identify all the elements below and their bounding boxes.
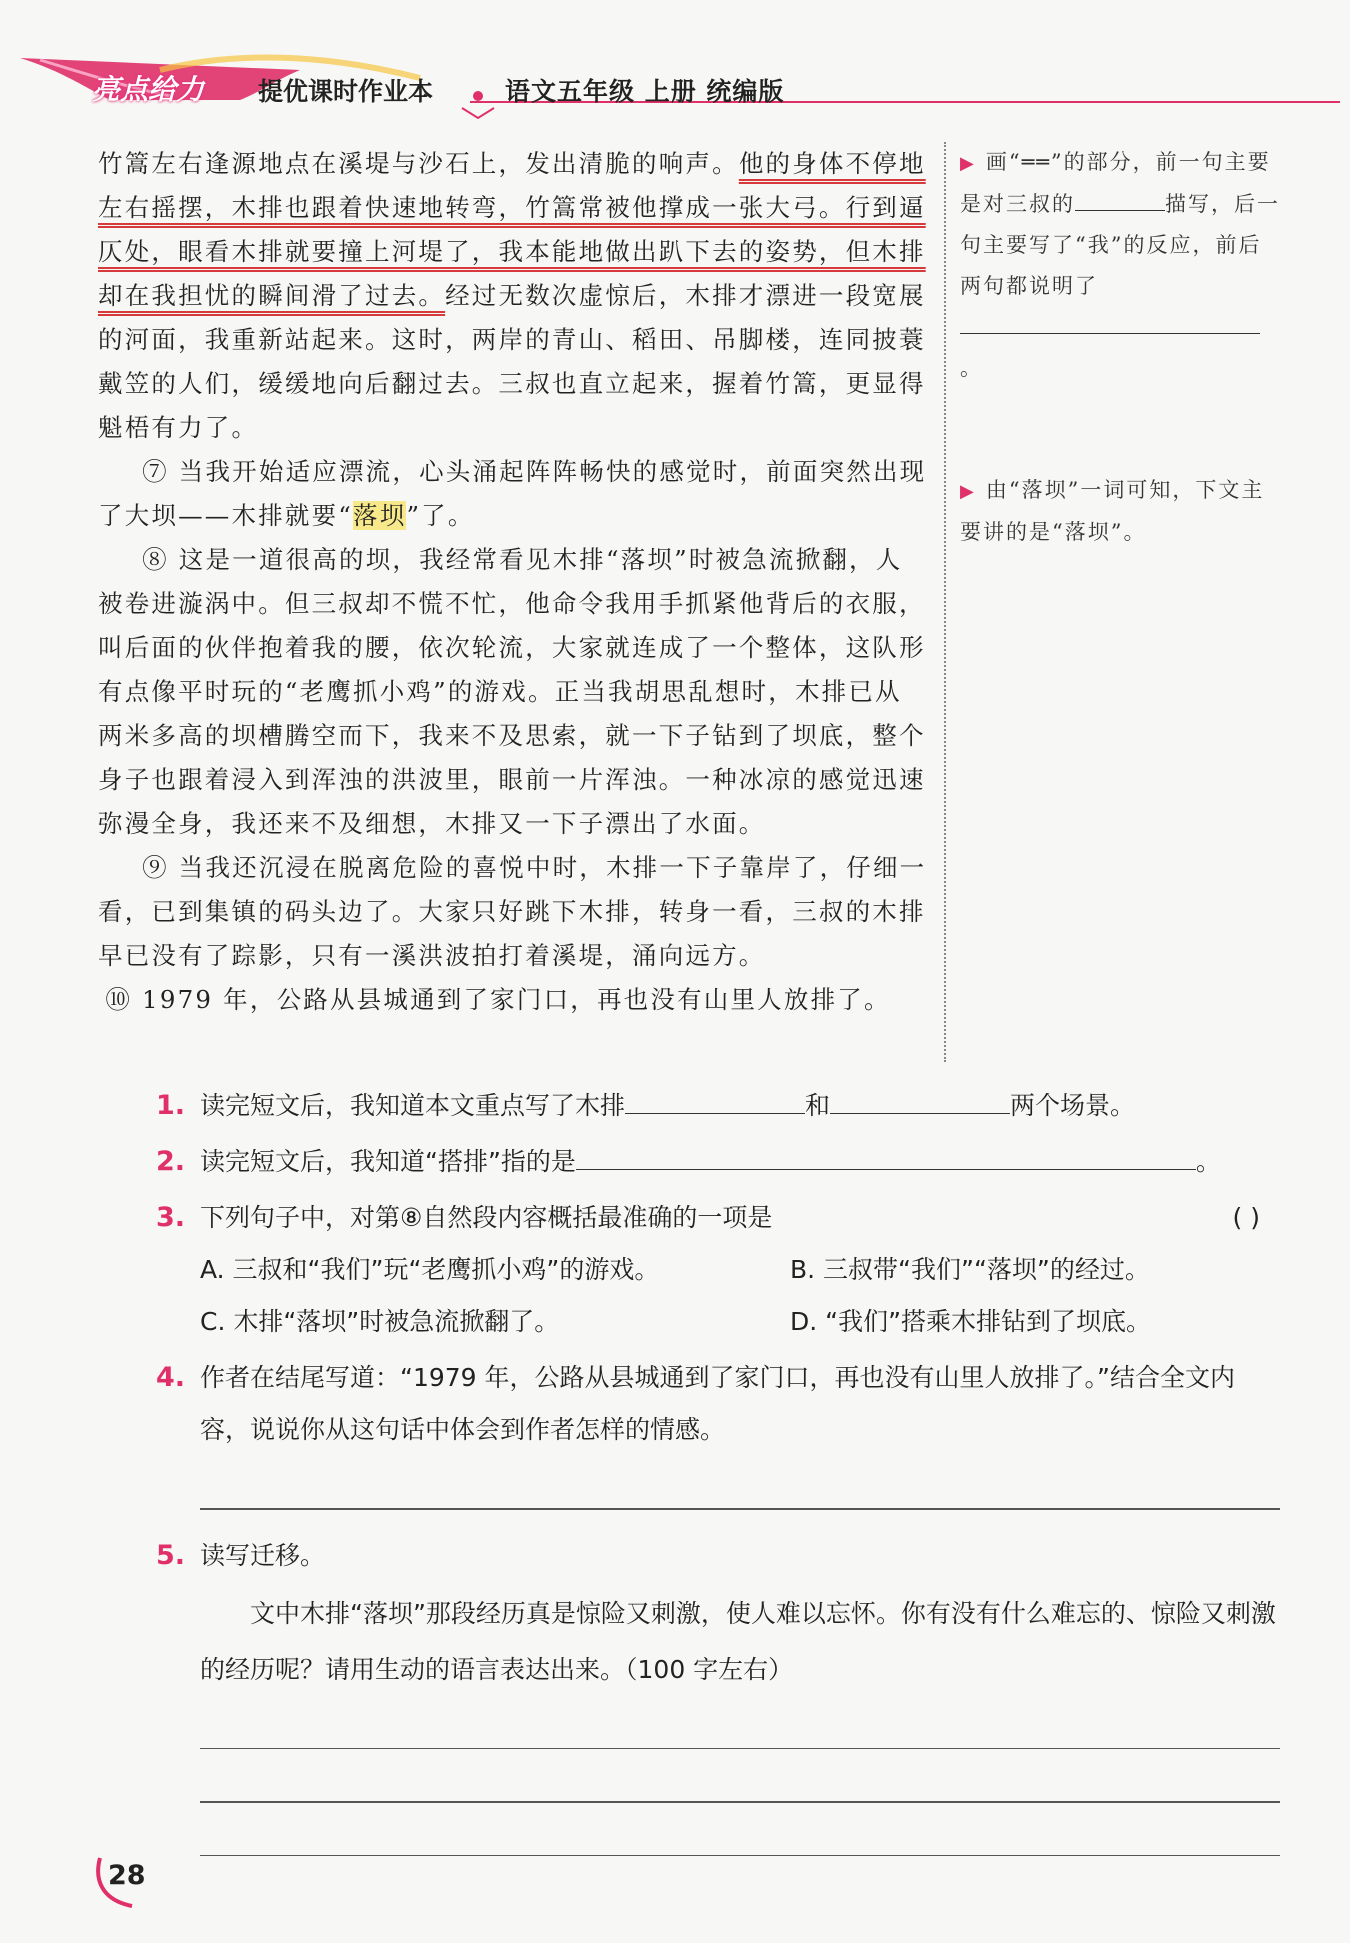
passage-text: ⑦ 当我开始适应漂流，心头涌起阵阵畅快的感觉时，前面突然出现了大坝——木排就要“ [98, 457, 927, 530]
options-list [200, 1244, 1280, 1348]
answer-line[interactable] [200, 1855, 1280, 1857]
answer-blank[interactable] [576, 1143, 1196, 1170]
option-b[interactable]: B. 三叔带“我们”“落坝”的经过。 [790, 1255, 1150, 1284]
question-text: 。 [1195, 1147, 1221, 1176]
highlighted-word: 落坝 [353, 501, 407, 530]
question-text: 文中木排“落坝”那段经历真是惊险又刺激，使人难以忘怀。你有没有什么难忘的、惊险又刺激的经历呢？请用生动的语言表达出来。（100 字左右） [200, 1598, 1276, 1684]
question-4 [150, 1352, 1280, 1456]
question-number: 5. [156, 1539, 186, 1571]
answer-line[interactable] [200, 1508, 1280, 1510]
question-text: 读完短文后，我知道“搭排”指的是 [200, 1147, 576, 1176]
triangle-bullet-icon: ▶ [960, 481, 976, 502]
margin-divider [944, 142, 946, 1062]
option-c[interactable]: C. 木排“落坝”时被急流掀翻了。 [200, 1307, 560, 1336]
side-note-1 [960, 142, 1280, 389]
answer-line[interactable] [200, 1801, 1280, 1803]
reading-passage [98, 142, 928, 1022]
paragraph-6 [98, 142, 928, 450]
side-note-2 [960, 470, 1280, 553]
triangle-bullet-icon: ▶ [960, 153, 976, 174]
series-title: 提优课时作业本 [258, 77, 434, 106]
paragraph-9: ⑨ 当我还沉浸在脱离危险的喜悦中时，木排一下子靠岸了，仔细一看，已到集镇的码头边了。大家只好跳下木排，转身一看，三叔的木排早已没有了踪影，只有一溪洪波拍打着溪堤，涌向远方。 [98, 853, 927, 970]
question-section [150, 1080, 1280, 1856]
passage-text: 竹篙左右逢源地点在溪堤与沙石上，发出清脆的响声。 [98, 149, 739, 178]
question-number: 2. [156, 1146, 186, 1177]
answer-blank[interactable] [625, 1087, 805, 1114]
side-note-text: 由“落坝”一词可知，下文主要讲的是“落坝”。 [960, 478, 1265, 544]
paragraph-8: ⑧ 这是一道很高的坝，我经常看见木排“落坝”时被急流掀翻，人被卷进漩涡中。但三叔却不慌不忙，他命令我用手抓紧他背后的衣服，叫后面的伙伴抱着我的腰，依次轮流，大家就连成了一个整体，这队形有点像平时玩的“老鹰抓小鸡”的游戏。正当我胡思乱想时，木排已从两米多高的坝槽腾空而下，我来不及思索，就一下子钻到了坝底，整个身子也跟着浸入到浑浊的洪波里，眼前一片浑浊。一种冰凉的感觉迅速弥漫全身，我还来不及细想，木排又一下子漂出了水面。 [98, 545, 926, 838]
answer-parentheses[interactable]: ( ) [1232, 1203, 1260, 1232]
option-a[interactable]: A. 三叔和“我们”玩“老鹰抓小鸡”的游戏。 [200, 1255, 660, 1284]
question-text: 作者在结尾写道：“1979 年，公路从县城通到了家门口，再也没有山里人放排了。”结合全文内容，说说你从这句话中体会到作者怎样的情感。 [200, 1363, 1235, 1444]
fill-blank[interactable] [1075, 184, 1165, 211]
double-underlined-sentence: 他的身体不停地左右摇摆，木排也跟着快速地转弯，竹篙常被他撑成一张大弓。行到逼仄处，眼看木排就要撞上河堤了，我本能地做出趴下去的姿势，但木排却在我担忧的瞬间滑了过去。 [98, 149, 926, 310]
question-text: 两个场景。 [1010, 1091, 1136, 1120]
option-d[interactable]: D. “我们”搭乘木排钻到了坝底。 [790, 1307, 1152, 1336]
brand-logo-text: 亮点给力 [92, 73, 205, 106]
question-title: 读写迁移。 [200, 1540, 326, 1570]
passage-text: 经过无数次虚惊后，木排才漂进一段宽展的河面，我重新站起来。这时，两岸的青山、稻田、吊脚楼，连同披蓑戴笠的人们，缓缓地向后翻过去。三叔也直立起来，握着竹篙，更显得魁梧有力了。 [98, 281, 926, 442]
grade-info: 语文五年级 上册 统编版 [505, 77, 785, 106]
answer-blank[interactable] [830, 1087, 1010, 1114]
side-note-text: 画“══”的部分，前一句主要是对三叔的 [960, 150, 1271, 216]
question-text: 和 [805, 1091, 831, 1120]
side-note-text: 。 [960, 356, 983, 380]
paragraph-10: ⑩ 1979 年，公路从县城通到了家门口，再也没有山里人放排了。 [105, 985, 891, 1014]
question-text: 下列句子中，对第⑧自然段内容概括最准确的一项是 [200, 1203, 773, 1232]
page-number: 28 [108, 1860, 146, 1891]
question-number: 4. [156, 1362, 186, 1393]
side-note-text: 描写，后一句主要写了“我”的反应，前后两句都说明了 [960, 192, 1280, 298]
question-text: 读完短文后，我知道本文重点写了木排 [200, 1091, 626, 1120]
question-3 [150, 1192, 1280, 1348]
passage-text: ”了。 [406, 501, 475, 530]
fill-blank[interactable] [960, 307, 1260, 334]
question-number: 3. [156, 1202, 186, 1233]
question-1 [150, 1080, 1280, 1132]
page-header [0, 0, 1350, 120]
question-5 [150, 1530, 1280, 1698]
question-number: 1. [156, 1090, 186, 1121]
answer-line[interactable] [200, 1748, 1280, 1750]
paragraph-7 [98, 450, 928, 538]
question-2 [150, 1136, 1280, 1188]
